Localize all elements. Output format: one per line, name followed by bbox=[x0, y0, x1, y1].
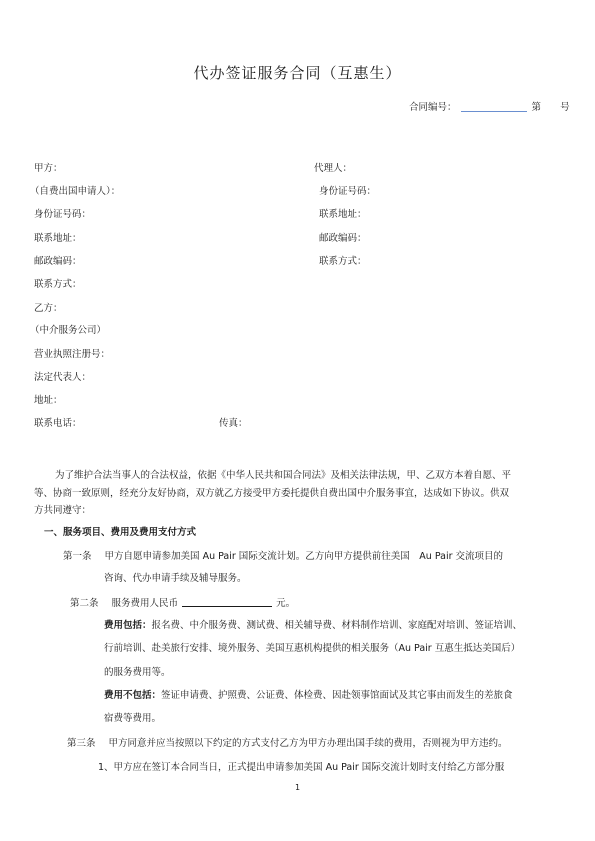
party-b-license: 营业执照注册号： bbox=[34, 349, 111, 360]
fees-excluded-line-1: 签证申请费、护照费、公证费、体检费、因赴领事馆面试及其它事由而发生的差旅食 bbox=[161, 690, 513, 701]
fees-included bbox=[104, 617, 522, 631]
contract-number-label: 合同编号： bbox=[409, 102, 457, 113]
article-3-item-1: 1、甲方应在签订本合同当日，正式提出申请参加美国 Au Pair 国际交流计划时支付给乙方部分服 bbox=[98, 762, 505, 773]
party-b-legal-rep: 法定代表人： bbox=[34, 372, 92, 383]
article-2-label: 第二条 bbox=[70, 598, 99, 609]
party-a-label: 甲方： bbox=[34, 163, 63, 174]
party-b-phone: 联系电话： bbox=[34, 418, 82, 429]
agent-address: 联系地址： bbox=[319, 209, 367, 220]
party-a-id: 身份证号码： bbox=[34, 209, 92, 220]
agent-id: 身份证号码： bbox=[319, 186, 377, 197]
article-1-continued: 咨询、代办申请手续及辅导服务。 bbox=[104, 573, 247, 584]
fees-included-line-2: 行前培训、赴美旅行安排、境外服务、美国互惠机构提供的相关服务（Au Pair 互惠生抵达美国后） bbox=[104, 643, 521, 654]
intro-line-1: 为了维护合法当事人的合法权益，依据《中华人民共和国合同法》及相关法律法规，甲、乙双方本着自愿、平 bbox=[55, 470, 512, 481]
contract-number-suffix: 第 号 bbox=[531, 102, 578, 113]
article-2 bbox=[70, 595, 295, 609]
agent-postcode: 邮政编码： bbox=[319, 233, 367, 244]
party-b-note: （中介服务公司） bbox=[30, 325, 107, 336]
article-1-text: 甲方自愿申请参加美国 Au Pair 国际交流计划。乙方向甲方提供前往美国 Au Pair 交流项目的 bbox=[104, 551, 504, 562]
party-b-fax: 传真： bbox=[219, 418, 248, 429]
party-b-address: 地址： bbox=[34, 395, 63, 406]
party-b-label: 乙方： bbox=[34, 303, 63, 314]
fees-excluded bbox=[104, 687, 513, 701]
article-3-text: 甲方同意并应当按照以下约定的方式支付乙方为甲方办理出国手续的费用，否则视为甲方违约。 bbox=[108, 738, 508, 749]
agent-label: 代理人： bbox=[314, 163, 353, 174]
article-3-label: 第三条 bbox=[67, 738, 96, 749]
section-1-heading: 一、服务项目、费用及费用支付方式 bbox=[44, 527, 197, 538]
article-1-label: 第一条 bbox=[63, 551, 92, 562]
contract-number bbox=[409, 99, 578, 113]
party-a-postcode: 邮政编码： bbox=[34, 256, 82, 267]
article-2-text-pre: 服务费用人民币 bbox=[111, 598, 179, 609]
intro-line-3: 方共同遵守： bbox=[34, 505, 92, 516]
fees-excluded-line-2: 宿费等费用。 bbox=[104, 713, 162, 724]
fees-included-label: 费用包括： bbox=[104, 620, 152, 631]
agent-contact: 联系方式： bbox=[319, 256, 367, 267]
contract-number-blank[interactable] bbox=[461, 100, 527, 112]
fees-excluded-label: 费用不包括： bbox=[104, 690, 162, 701]
page-number: 1 bbox=[294, 783, 301, 792]
page-title: 代办签证服务合同（互惠生） bbox=[193, 64, 402, 82]
article-1 bbox=[63, 548, 503, 562]
party-a-address: 联系地址： bbox=[34, 233, 82, 244]
party-a-note: （自费出国申请人）： bbox=[30, 186, 121, 197]
article-2-text-post: 元。 bbox=[276, 598, 296, 609]
intro-line-2: 等、协商一致原则，经充分友好协商，双方就乙方接受甲方委托提供自费出国中介服务事宜，达成如下协议。供双 bbox=[34, 488, 510, 499]
article-3 bbox=[67, 735, 508, 749]
fee-amount-blank[interactable] bbox=[182, 596, 272, 607]
fees-included-line-3: 的服务费用等。 bbox=[104, 667, 171, 678]
fees-included-line-1: 报名费、中介服务费、测试费、相关辅导费、材料制作培训、家庭配对培训、签证培训、 bbox=[151, 620, 523, 631]
party-a-contact: 联系方式： bbox=[34, 279, 82, 290]
